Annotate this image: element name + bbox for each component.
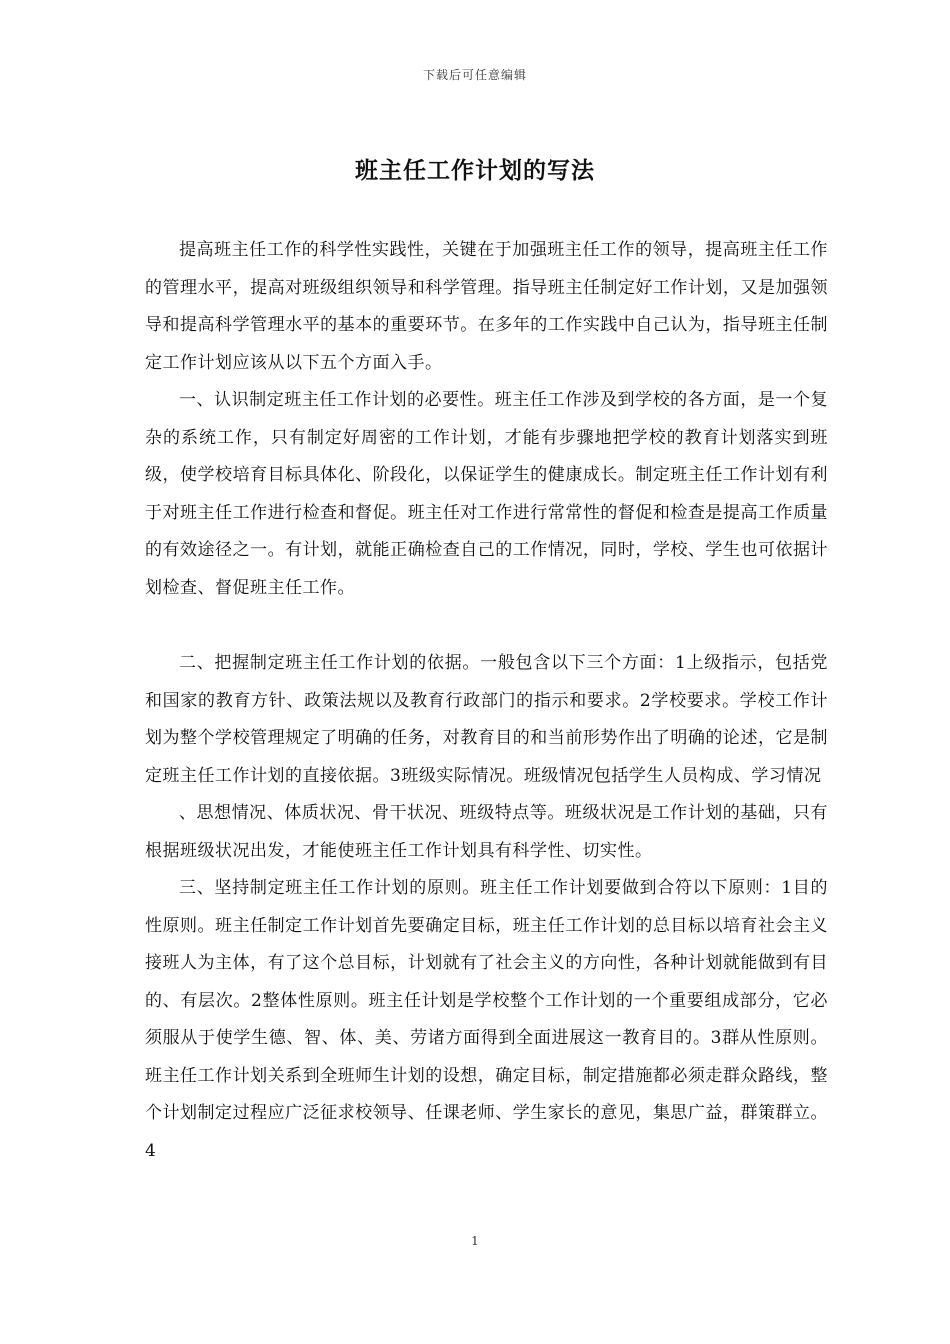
paragraph-section-1: 一、认识制定班主任工作计划的必要性。班主任工作涉及到学校的各方面，是一个复杂的系统工作，只有制定好周密的工作计划，才能有步骤地把学校的教育计划落实到班级，使学校培育目标具体化、阶段化，以保证学生的健康成长。制定班主任工作计划有利于对班主任工作进行检查和督促。班主任对工作进行常常性的督促和检查是提高工作质量的有效途径之一。有计划，就能正确检查自己的工作情况，同时，学校、学生也可依据计划检查、督促班主任工作。: [145, 390, 828, 598]
document-title: 班主任工作计划的写法: [355, 157, 595, 184]
paragraph-section-3: 三、坚持制定班主任工作计划的原则。班主任工作计划要做到合符以下原则：1目的性原则。班主任制定工作计划首先要确定目标，班主任工作计划的总目标以培育社会主义接班人为主体，有了这个总目标，计划就有了社会主义的方向性，各种计划就能做到有目的、有层次。2整体性原则。班主任计划是学校整个工作计划的一个重要组成部分，它必须服从于使学生德、智、体、美、劳诸方面得到全面进展这一教育目的。3群从性原则。班主任工作计划关系到全班师生计划的设想，确定目标，制定措施都必须走群众路线，整个计划制定过程应广泛征求校领导、任课老师、学生家长的意见，集思广益，群策群立。4: [145, 878, 828, 1161]
document-body: [145, 232, 828, 1170]
paragraph-section-2-continued: 、思想情况、体质状况、骨干状况、班级特点等。班级状况是工作计划的基础，只有根据班级状况出发，才能使班主任工作计划具有科学性、切实性。: [145, 803, 828, 861]
page-number: 1: [471, 1234, 479, 1248]
paragraph-section-2: 二、把握制定班主任工作计划的依据。一般包含以下三个方面：1上级指示，包括党和国家的教育方针、政策法规以及教育行政部门的指示和要求。2学校要求。学校工作计划为整个学校管理规定了明确的任务，对教育目的和当前形势作出了明确的论述，它是制定班主任工作计划的直接依据。3班级实际情况。班级情况包括学生人员构成、学习情况: [145, 653, 828, 786]
paragraph-intro: 提高班主任工作的科学性实践性，关键在于加强班主任工作的领导，提高班主任工作的管理水平，提高对班级组织领导和科学管理。指导班主任制定好工作计划，又是加强领导和提高科学管理水平的基本的重要环节。在多年的工作实践中自己认为，指导班主任制定工作计划应该从以下五个方面入手。: [145, 240, 828, 373]
header-note: 下载后可任意编辑: [422, 68, 527, 82]
